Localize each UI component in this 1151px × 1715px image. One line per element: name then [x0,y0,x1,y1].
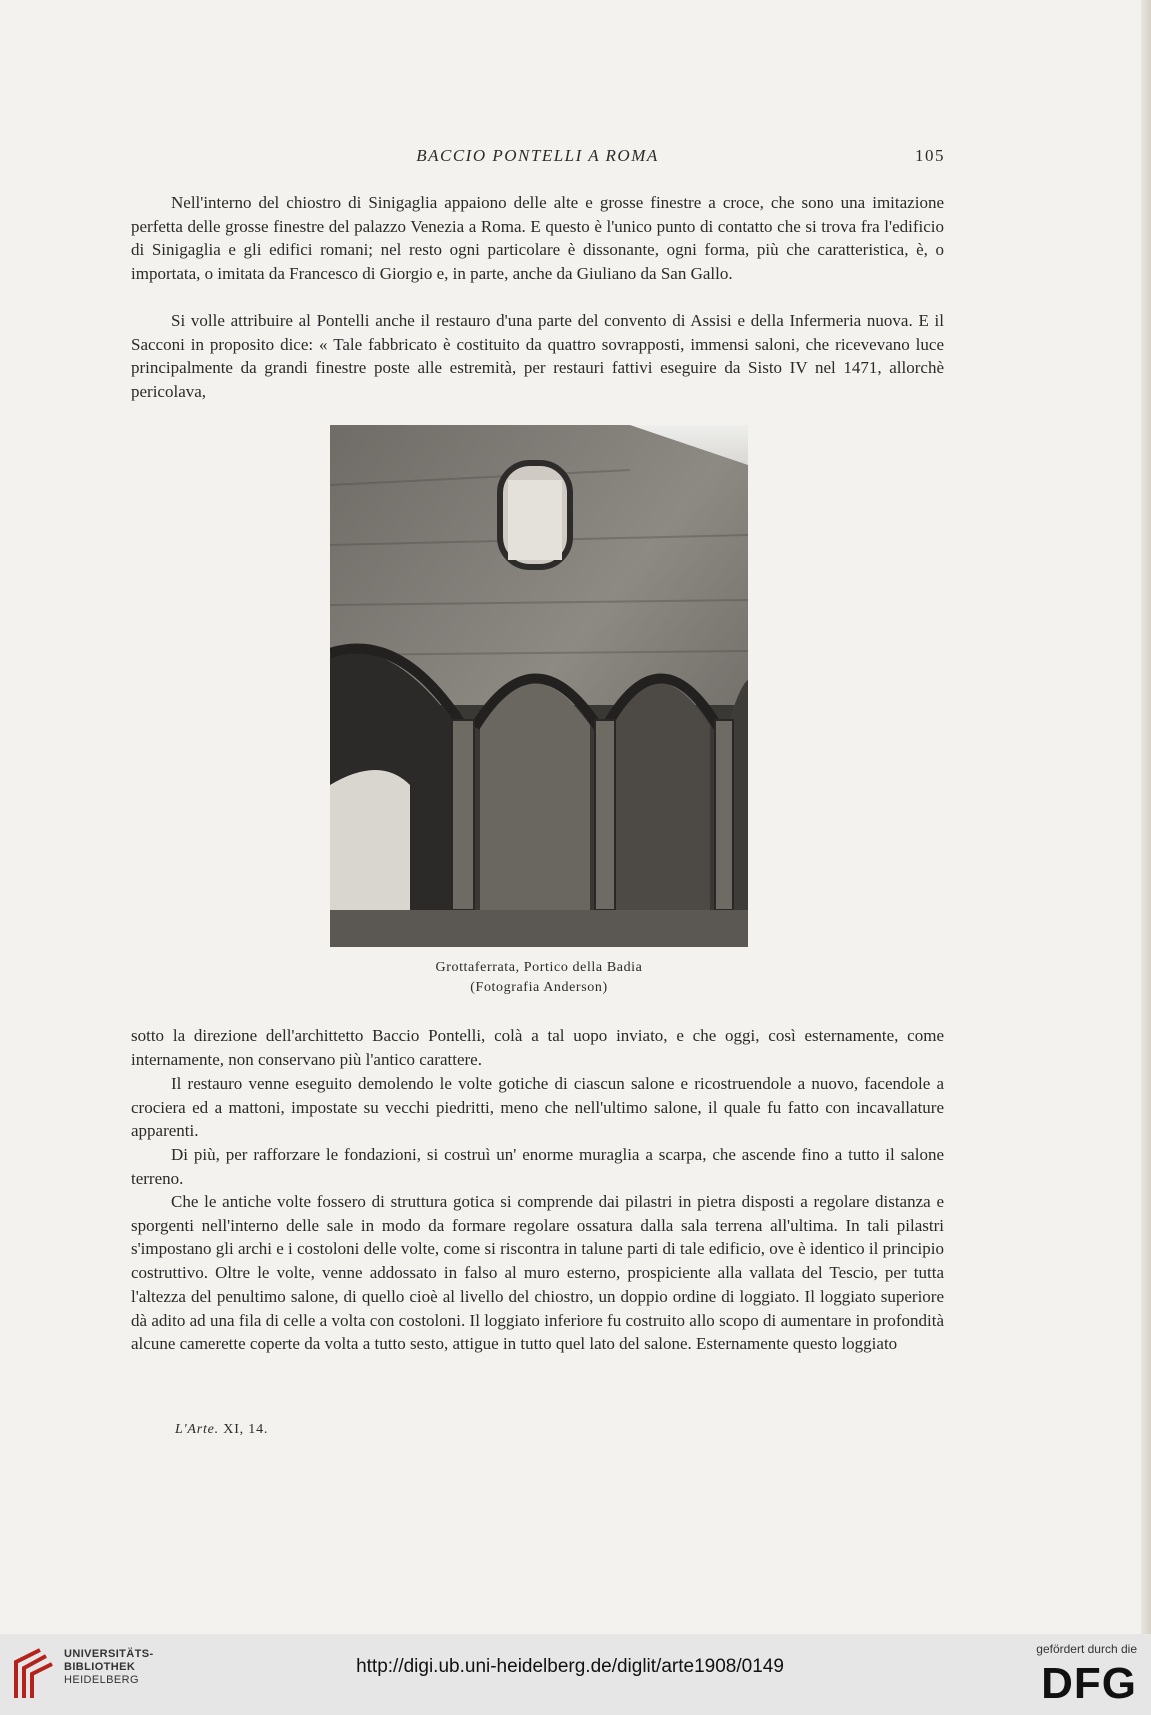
figure-caption [330,958,748,998]
library-line-2: BIBLIOTHEK [64,1661,136,1673]
window-shutter [508,480,562,560]
body-paragraph: Si volle attribuire al Pontelli anche il restauro d'una parte del convento di Assisi e della Infermeria nuova. E il Sacconi in proposito dice: « Tale fabbricato è costituito da quattro sovrapposti, immensi saloni, che ricevevano luce principalmente da grandi finestre poste alle estremità, per restauri fattivi eseguire da Sisto IV nel 1471, allorchè pericolava, [131,311,944,402]
caption-credit: (Fotografia Anderson) [470,980,608,995]
portico-photo [330,425,748,947]
body-paragraph: Che le antiche volte fossero di struttura gotica si comprende dai pilastri in pietra disposti a regolare distanza e sporgenti nell'interno delle sale in modo da formare regolare ossatura dalla sala terrena all'ultima. In tali pilastri s'impostano gli archi e i costoloni delle volte, come si riscontra in talune parti di tale edificio, ove è identico il principio costruttivo. Oltre le volte, venne addossato in falso al muro esterno, prospiciente alla vallata del Tescio, per tutta l'altezza del penultimo salone, di quello cioè al livello del chiostro, un doppio ordine di loggiato. Il loggiato superiore dà adito ad una fila di celle a volta con costoloni. Il loggiato inferiore fu costruito allo scopo di aumentare in profondità alcune camerette coperte da volta a tutto sesto, attigue in tutto quel lato del salone. Esternamente questo loggiato [131,1192,944,1354]
signature-journal: L'Arte. [175,1422,219,1437]
permalink-url[interactable]: http://digi.ub.uni-heidelberg.de/diglit/arte1908/0149 [356,1656,784,1677]
caption-title: Grottaferrata, Portico della Badia [435,960,643,975]
page-number: 105 [915,146,945,165]
running-title: BACCIO PONTELLI A ROMA [416,146,659,165]
signature-mark [175,1422,268,1438]
footer-bar [0,1634,1151,1715]
funding-note: gefördert durch die [1036,1642,1137,1656]
library-line-3: HEIDELBERG [64,1674,139,1686]
ground [330,910,748,947]
signature-volume: XI, 14. [223,1422,269,1437]
body-paragraph: sotto la direzione dell'archittetto Baccio Pontelli, colà a tal uopo inviato, e che oggi, così esternamente, come internamente, non conservano più l'antico carattere. [131,1026,944,1069]
body-paragraph: Il restauro venne eseguito demolendo le volte gotiche di ciascun salone e ricostruendole a nuovo, facendole a crociera ed a mattoni, impostate su vecchi piedritti, meno che nell'ultimo salone, il quale fu fatto con incavallature apparenti. [131,1074,944,1141]
library-name [64,1648,154,1687]
running-head [130,146,945,170]
body-paragraph: Nell'interno del chiostro di Sinigaglia appaiono delle alte e grosse finestre a croce, che sono una imitazione perfetta delle grosse finestre del palazzo Venezia a Roma. E questo è l'unico punto di contatto che si trova fra l'edificio di Sinigaglia e gli edifici romani; nel resto ogni particolare è dissonante, ogni forma, più che caratteristica, è, o importata, o imitata da Francesco di Giorgio e, in parte, anche da Giuliano da San Gallo. [131,193,944,284]
ub-heidelberg-logo-icon [10,1644,58,1704]
figure-photograph [330,425,748,947]
dfg-logo: DFG [1041,1659,1137,1708]
page-edge [1141,0,1151,1634]
library-line-1: UNIVERSITÄTS- [64,1648,154,1660]
body-paragraph: Di più, per rafforzare le fondazioni, si costruì un' enorme muraglia a scarpa, che ascende fino a tutto il salone terreno. [131,1145,944,1188]
